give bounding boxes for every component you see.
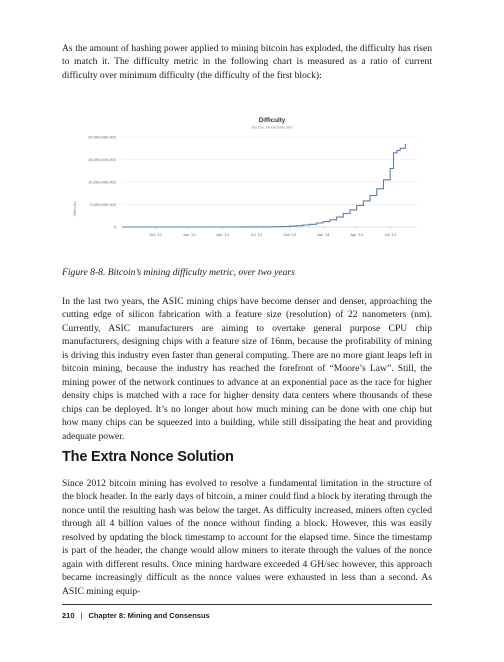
chart-background <box>62 111 432 263</box>
page-number: 210 <box>62 611 75 620</box>
x-tick-label: Jul '14 <box>384 232 396 237</box>
footer-chapter-title: Chapter 8: Mining and Consensus <box>88 611 210 620</box>
y-tick-label: 0 <box>113 224 116 230</box>
footer-rule <box>62 604 432 605</box>
y-tick-label: 10,000,000,000 <box>88 179 116 185</box>
body-paragraph-2: Since 2012 bitcoin mining has evolved to resolve a fundamental limitation in the structure of the block header. In the early days of bitcoin, a miner could find a block by iterating through the nonce until the resulting hash was below the target. As difficulty increased, miners often cycled through all 4 billion values of the nonce without finding a block. However, this was easily resolved by updating the block timestamp to account for the elapsed time. Since the timestamp is part of the header, the change would allow miners to iterate through the values of the nonce again with different results. Once mining hardware exceeded 4 GH/sec however, this approach became increasingly difficult as the nonce values were exhausted in less than a second. As ASIC mining equip- <box>62 478 432 597</box>
figure-caption: Figure 8-8. Bitcoin’s mining difficulty metric, over two years <box>62 267 295 278</box>
x-tick-label: Apr '14 <box>350 232 363 237</box>
page-footer <box>62 611 210 620</box>
x-tick-label: Apr '13 <box>216 232 229 237</box>
y-tick-label: 20,000,000,000 <box>88 134 116 140</box>
intro-paragraph: As the amount of hashing power applied to mining bitcoin has exploded, the difficulty has risen to match it. The difficulty metric in the following chart is measured as a ratio of current difficulty over minimum difficulty (the difficulty of the first block): <box>62 43 432 81</box>
x-tick-label: Jul '13 <box>250 232 262 237</box>
y-tick-label: 5,000,000,000 <box>90 202 116 207</box>
y-axis-label: Difficulty <box>72 201 77 217</box>
x-tick-label: Jan '14 <box>316 232 330 237</box>
difficulty-chart <box>62 111 432 263</box>
chart-title: Difficulty <box>258 117 286 124</box>
chart-subtitle: Source: blockchain.info <box>251 124 293 130</box>
x-tick-label: Oct '13 <box>283 232 296 237</box>
section-heading: The Extra Nonce Solution <box>62 449 234 465</box>
x-tick-label: Jan '13 <box>182 232 196 237</box>
x-tick-label: Oct '12 <box>149 232 162 237</box>
y-tick-label: 15,000,000,000 <box>88 157 116 162</box>
body-paragraph-1: In the last two years, the ASIC mining chips have become denser and denser, approaching the cutting edge of silicon fabrication with a feature size (resolution) of 22 nanometers (nm). Currently, ASIC manufacturers are aiming to overtake general purpose CPU chip manufacturers, designing chips with a feature size of 16nm, because the profitability of mining is driving this industry even faster than general computing. There are no more giant leaps left in bitcoin mining, because the industry has reached the forefront of “Moore’s Law”. Still, the mining power of the network continues to advance at an exponential pace as the race for higher density chips is matched with a race for higher density data centers where thousands of these chips can be deployed. It’s no longer about how much mining can be done with one chip but how many chips can be squeezed into a building, while still dissipating the heat and providing adequate power. <box>62 296 432 442</box>
footer-separator: | <box>80 611 83 620</box>
